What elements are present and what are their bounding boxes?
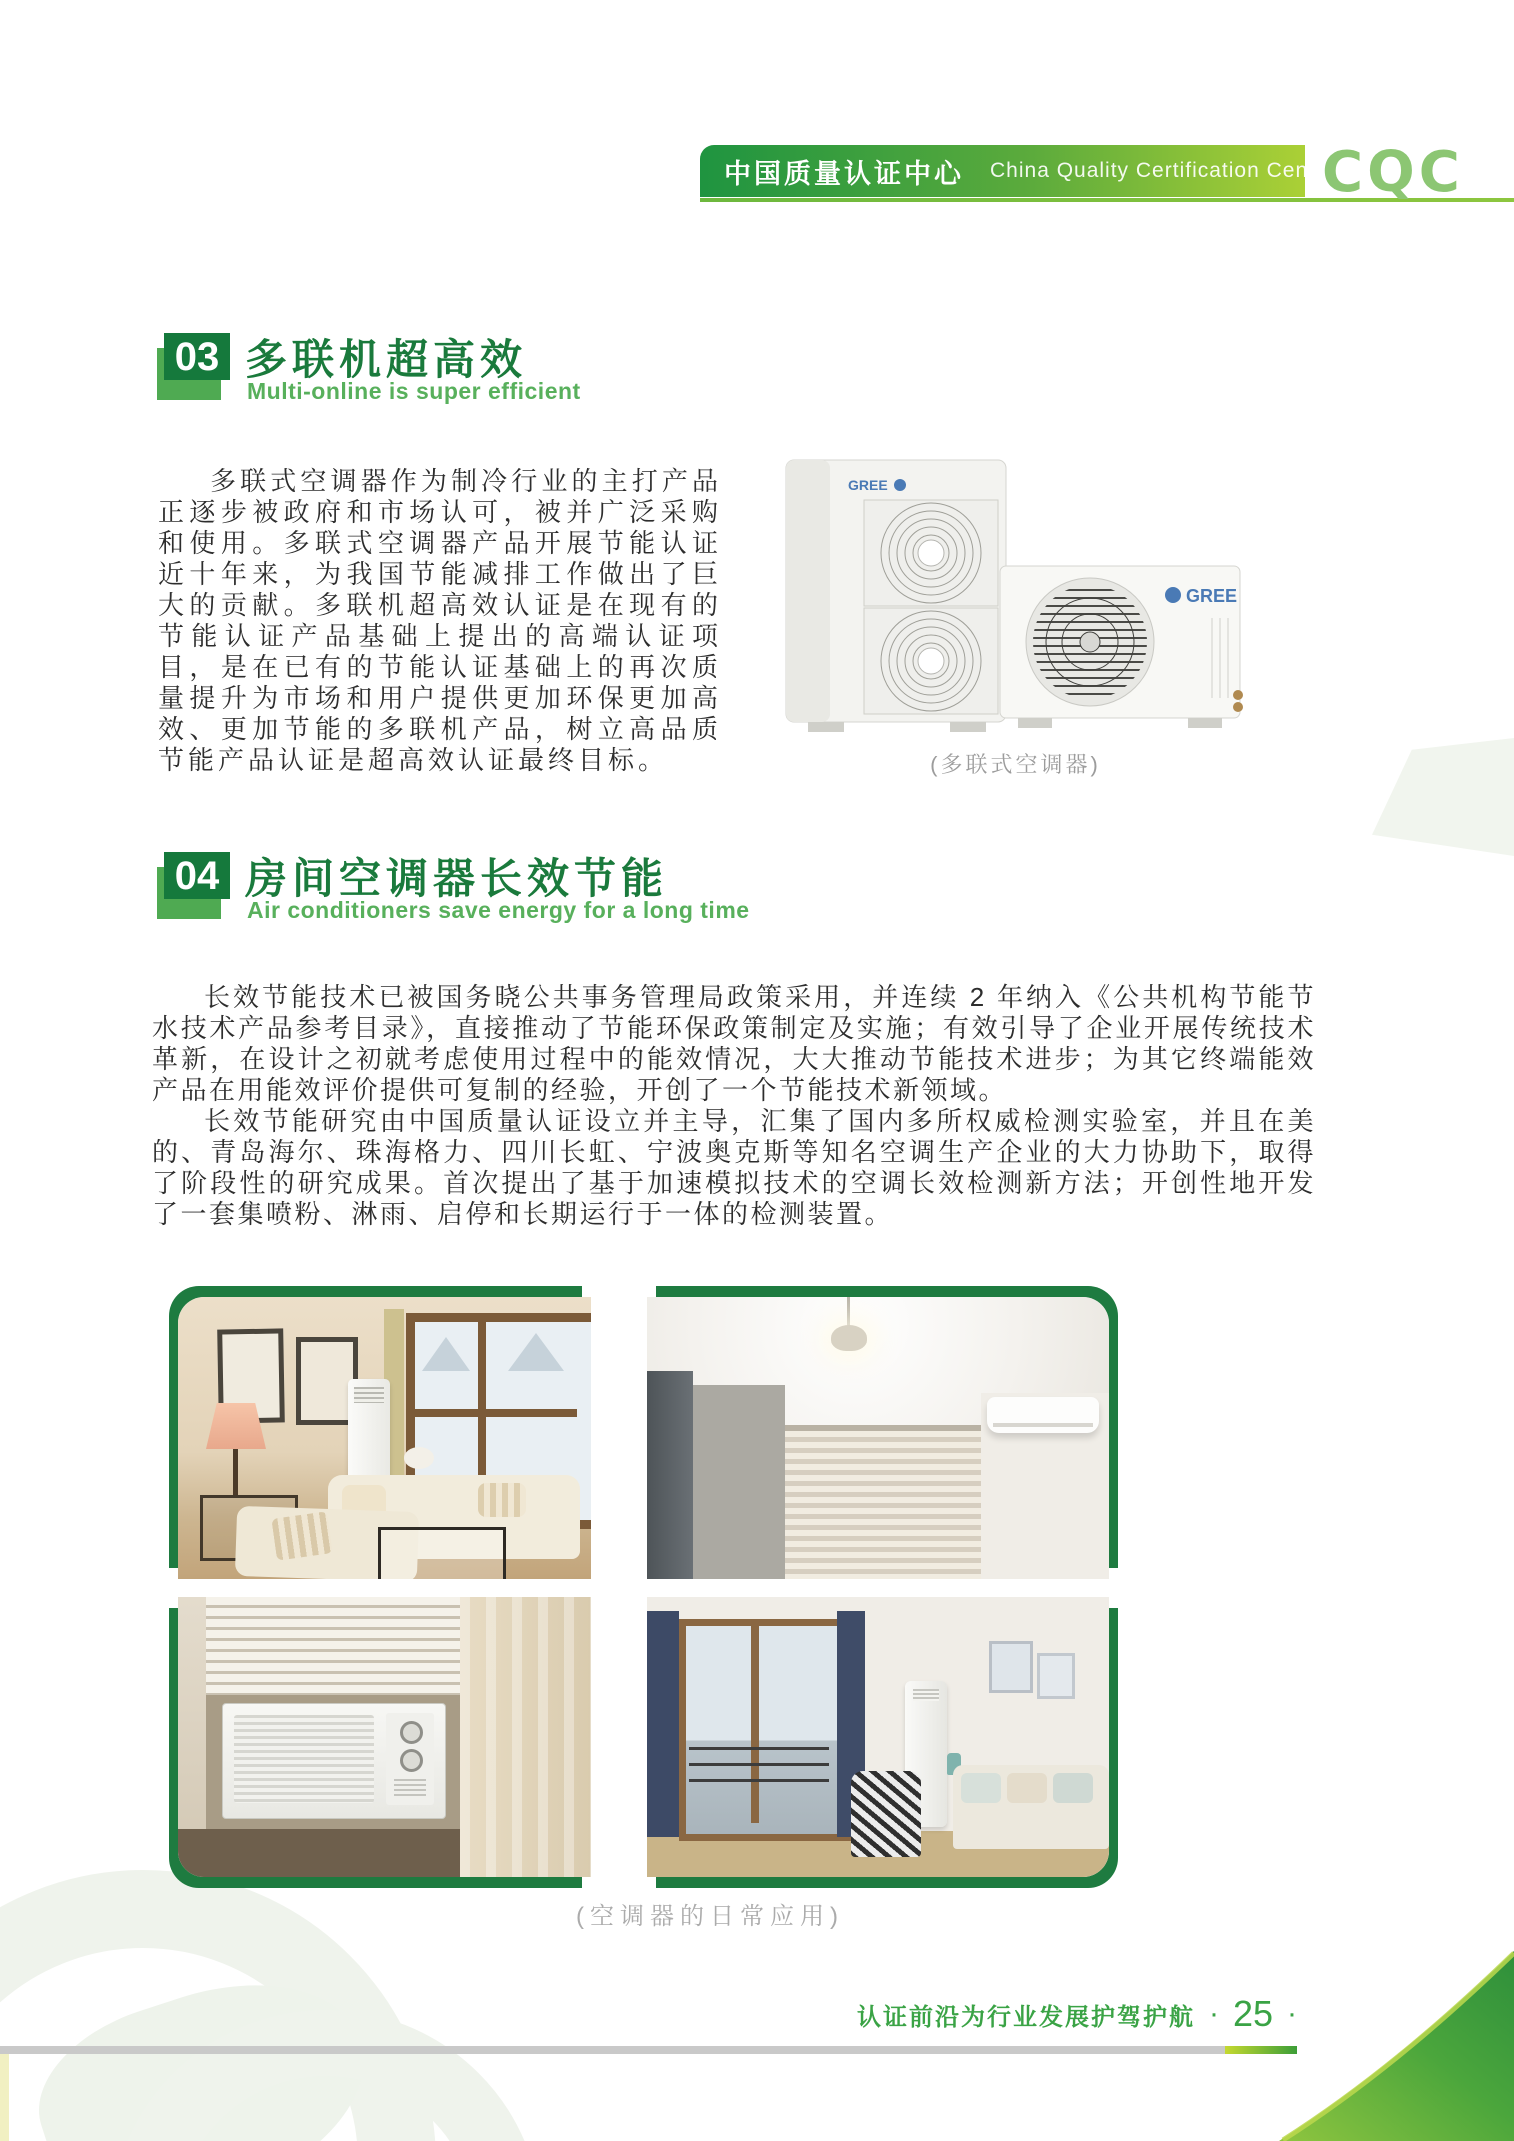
photo-room-floor-ac	[647, 1597, 1109, 1877]
section-04-paragraphs	[152, 982, 1316, 1230]
header-banner	[700, 145, 1336, 197]
gallery-caption: (空调器的日常应用)	[576, 1903, 844, 1930]
photo-wall-mounted-ac	[647, 1297, 1109, 1579]
section-03-header	[157, 333, 1057, 443]
section-04-title: 房间空调器长效节能	[245, 855, 669, 902]
section-03-subtitle: Multi-online is super efficient	[247, 378, 581, 404]
footer-page-number: 25	[1232, 1993, 1273, 2034]
photo-window-ac	[178, 1597, 591, 1877]
section-04-subtitle: Air conditioners save energy for a long time	[247, 897, 750, 923]
footer-rule-green	[1225, 2046, 1297, 2054]
valve-icon	[1233, 690, 1243, 700]
valve-icon	[1233, 702, 1243, 712]
unit-left-side-shade	[786, 460, 830, 722]
header-title-cn: 中国质量认证中心	[724, 158, 964, 189]
unit-right-foot	[1018, 718, 1052, 728]
brand-dot-icon	[1165, 587, 1181, 603]
paragraph-text: 长效节能技术已被国务晓公共事务管理局政策采用，并连续 2 年纳入《公共机构节能节水技术产品参考目录》，直接推动了节能环保政策制定及实施；有效引导了企业开展传统技术革新，在设计之初就考虑使用过程中的能效情况，大大推动节能技术进步；为其它终端能效产品在用能效评价提供可复制的经验，开创了一个节能技术新领域。	[152, 982, 1316, 1105]
watermark-wedge-right	[1372, 738, 1514, 856]
unit-left-foot	[950, 722, 986, 732]
footer-dot-icon: ·	[1287, 1997, 1297, 2030]
section-04-number: 04	[174, 853, 220, 898]
section-03-number-square	[164, 333, 230, 380]
section-04-number-square	[164, 852, 230, 899]
cqc-logo: CQC	[1322, 140, 1464, 205]
footer-rule-gray	[0, 2046, 1225, 2054]
section-04-header	[157, 852, 1057, 962]
product-image-multi-split-units	[768, 448, 1263, 753]
unit-left-foot	[808, 722, 844, 732]
corner-swoosh-decor	[1279, 1951, 1514, 2141]
decor-yellow-sliver	[0, 2050, 9, 2141]
brand-logo: GREE	[1186, 586, 1238, 606]
brand-dot-icon	[894, 479, 906, 491]
footer-dot-icon: ·	[1208, 1997, 1219, 2030]
section-03-title: 多联机超高效	[245, 336, 528, 383]
photo-content	[178, 1297, 591, 1579]
photo-living-room-floor-ac	[178, 1297, 591, 1579]
paragraph-text: 多联式空调器作为制冷行业的主打产品正逐步被政府和市场认可，被并广泛采购和使用。多联式空调器产品开展节能认证近十年来，为我国节能减排工作做出了巨大的贡献。多联机超高效认证是在现有的节能认证产品基础上提出的高端认证项目，是在已有的节能认证基础上的再次质量提升为市场和用户提供更加环保更加高效、更加节能的多联机产品，树立高品质节能产品认证是超高效认证最终目标。	[158, 466, 722, 775]
section-03-paragraph	[158, 466, 722, 776]
fan-grille-right-icon	[1026, 578, 1154, 706]
outdoor-units-illustration	[768, 448, 1263, 753]
figure-caption: (多联式空调器)	[930, 752, 1101, 777]
photo-content	[647, 1597, 1109, 1877]
paragraph-text: 长效节能研究由中国质量认证设立并主导，汇集了国内多所权威检测实验室，并且在美的、青岛海尔、珠海格力、四川长虹、宁波奥克斯等知名空调生产企业的大力协助下，取得了阶段性的研究成果。首次提出了基于加速模拟技术的空调长效检测新方法；开创性地开发了一套集喷粉、淋雨、启停和长期运行于一体的检测装置。	[152, 1106, 1316, 1229]
footer-slogan: 认证前沿为行业发展护驾护航	[856, 2003, 1195, 2031]
unit-right-foot	[1188, 718, 1222, 728]
header-title-en: China Quality Certification Centre	[990, 159, 1336, 182]
brand-logo-small: GREE	[848, 477, 888, 493]
photo-content	[178, 1597, 591, 1877]
section-03-number: 03	[174, 334, 220, 379]
photo-content	[647, 1297, 1109, 1579]
footer	[856, 1993, 1297, 2034]
